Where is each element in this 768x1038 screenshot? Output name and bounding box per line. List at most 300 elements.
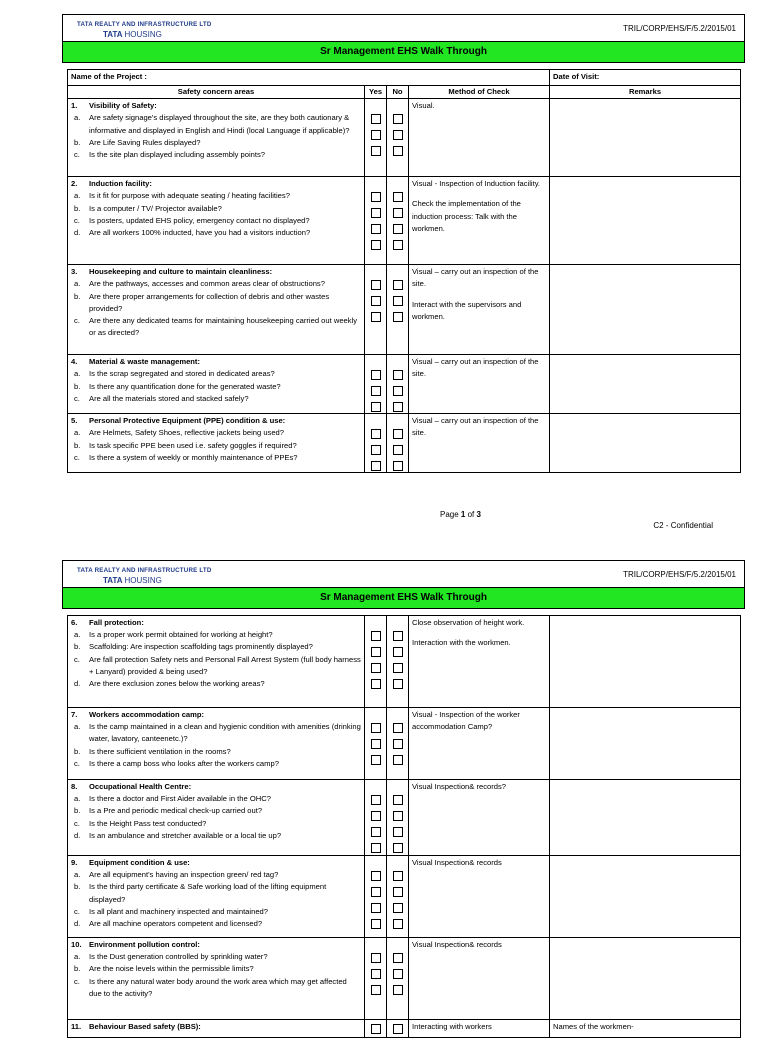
question-letter: b. — [74, 746, 81, 756]
question-text: Are there any dedicated teams for maintaining housekeeping carried out weekly or as directed? — [89, 316, 358, 338]
section-title: Material & waste management: — [89, 357, 200, 367]
section-heading — [71, 100, 361, 112]
yes-checkbox[interactable] — [371, 402, 381, 412]
method-text: Visual – carry out an inspection of the site. — [412, 357, 539, 379]
yes-checkbox[interactable] — [371, 386, 381, 396]
method-text: Visual. — [412, 101, 435, 111]
no-checkbox[interactable] — [393, 146, 403, 156]
section-row — [68, 99, 741, 177]
col-header-remarks: Remarks — [550, 86, 741, 99]
question-text: Is there sufficient ventilation in the rooms? — [89, 746, 231, 756]
section-row — [68, 1020, 741, 1038]
no-checkbox[interactable] — [393, 985, 403, 995]
question-text: Is the third party certificate & Safe working load of the lifting equipment displayed? — [89, 882, 327, 904]
col-header-areas: Safety concern areas — [68, 86, 365, 99]
question-item — [71, 393, 361, 405]
question-text: Is there a camp boss who looks after the workers camp? — [89, 758, 279, 768]
question-letter: c. — [74, 393, 80, 403]
question-letter: b. — [74, 137, 81, 147]
question-item — [71, 315, 361, 339]
yes-checkbox[interactable] — [371, 723, 381, 733]
checkbox-column-yes — [365, 355, 387, 414]
no-checkbox[interactable] — [393, 1024, 403, 1034]
question-item — [71, 440, 361, 452]
yes-checkbox[interactable] — [371, 1024, 381, 1034]
checkbox-column-yes — [365, 780, 387, 856]
question-list — [71, 190, 361, 239]
section-number: 8. — [71, 782, 78, 791]
checkbox-column-yes — [365, 616, 387, 708]
question-item — [71, 368, 361, 380]
question-list — [71, 869, 361, 930]
yes-checkbox[interactable] — [371, 647, 381, 657]
no-checkbox[interactable] — [393, 402, 403, 412]
section-title: Environment pollution control: — [89, 940, 200, 949]
question-item — [71, 678, 361, 690]
question-text: Are fall protection Safety nets and Personal Fall Arrest System (full body harness + Lanyard) provided & being used? — [89, 654, 361, 676]
question-item — [71, 906, 361, 918]
section-heading — [71, 1021, 361, 1033]
no-checkbox[interactable] — [393, 130, 403, 140]
method-text: Interaction with the workmen. — [412, 638, 511, 648]
document-number: TRIL/CORP/EHS/F/5.2/2015/01 — [623, 24, 736, 33]
question-item — [71, 918, 361, 930]
method-of-check — [409, 708, 550, 780]
section-number: 1. — [71, 101, 78, 111]
question-text: Is there a system of weekly or monthly maintenance of PPEs? — [89, 452, 298, 462]
section-number: 10. — [71, 940, 82, 949]
yes-checkbox[interactable] — [371, 146, 381, 156]
checkbox-column-yes — [365, 938, 387, 1020]
section-title: Behaviour Based safety (BBS): — [89, 1022, 201, 1031]
section-row — [68, 265, 741, 355]
question-letter: c. — [74, 316, 80, 326]
question-item — [71, 793, 361, 805]
method-text: Check the implementation of the induction process: Talk with the workmen. — [412, 199, 521, 233]
question-item — [71, 869, 361, 881]
yes-checkbox[interactable] — [371, 985, 381, 995]
yes-checkbox[interactable] — [371, 370, 381, 380]
question-letter: a. — [74, 113, 81, 123]
question-item — [71, 291, 361, 315]
section-heading — [71, 356, 361, 368]
method-of-check — [409, 414, 550, 473]
question-list — [71, 629, 361, 690]
section-number: 9. — [71, 858, 78, 867]
remarks-cell[interactable] — [550, 265, 741, 355]
question-letter: b. — [74, 203, 81, 213]
checkbox-column-yes — [365, 265, 387, 355]
question-letter: a. — [74, 369, 81, 379]
question-item — [71, 227, 361, 239]
yes-checkbox[interactable] — [371, 811, 381, 821]
remarks-cell[interactable] — [550, 616, 741, 708]
yes-checkbox[interactable] — [371, 755, 381, 765]
no-checkbox[interactable] — [393, 296, 403, 306]
section-title: Fall protection: — [89, 618, 144, 627]
question-item — [71, 215, 361, 227]
section-title: Housekeeping and culture to maintain cleanliness: — [89, 267, 273, 277]
remarks-cell[interactable] — [550, 938, 741, 1020]
section-heading — [71, 709, 361, 721]
section-title: Workers accommodation camp: — [89, 710, 205, 719]
question-text: Is there a doctor and First Aider available in the OHC? — [89, 794, 271, 804]
method-text: Interacting with workers — [412, 1022, 492, 1031]
project-name-field[interactable]: Name of the Project : — [68, 70, 550, 86]
question-letter: d. — [74, 830, 81, 840]
section-questions — [68, 1020, 365, 1038]
section-questions — [68, 856, 365, 938]
section-heading — [71, 857, 361, 869]
no-checkbox[interactable] — [393, 461, 403, 471]
company-logo-line1: TATA REALTY AND INFRASTRUCTURE LTD — [77, 21, 212, 28]
question-list — [71, 112, 361, 161]
question-item — [71, 830, 361, 842]
question-letter: c. — [74, 818, 80, 828]
method-text: Visual – carry out an inspection of the site. — [412, 416, 539, 438]
section-questions — [68, 99, 365, 177]
section-heading — [71, 178, 361, 190]
section-row — [68, 616, 741, 708]
yes-checkbox[interactable] — [371, 969, 381, 979]
yes-checkbox[interactable] — [371, 296, 381, 306]
question-letter: b. — [74, 882, 81, 892]
section-number: 11. — [71, 1022, 82, 1031]
yes-checkbox[interactable] — [371, 280, 381, 290]
page-title: Sr Management EHS Walk Through — [62, 41, 745, 63]
question-item — [71, 746, 361, 758]
checkbox-column-no — [387, 708, 409, 780]
yes-checkbox[interactable] — [371, 795, 381, 805]
method-text: Visual - Inspection of Induction facility. — [412, 179, 541, 189]
checkbox-column-yes — [365, 856, 387, 938]
yes-checkbox[interactable] — [371, 208, 381, 218]
method-text: Visual Inspection& records — [412, 940, 502, 949]
checkbox-column-yes — [365, 177, 387, 265]
method-of-check — [409, 177, 550, 265]
question-letter: b. — [74, 381, 81, 391]
no-checkbox[interactable] — [393, 679, 403, 689]
yes-checkbox[interactable] — [371, 679, 381, 689]
date-of-visit-field[interactable]: Date of Visit: — [550, 70, 741, 86]
method-text: Visual Inspection& records — [412, 858, 502, 867]
question-text: Are all the materials stored and stacked safely? — [89, 393, 249, 403]
method-text: Visual Inspection& records? — [412, 782, 506, 791]
question-text: Is the site plan displayed including assembly points? — [89, 150, 266, 160]
no-checkbox[interactable] — [393, 192, 403, 202]
no-checkbox[interactable] — [393, 795, 403, 805]
remarks-cell[interactable] — [550, 355, 741, 414]
question-text: Is all plant and machinery inspected and maintained? — [89, 906, 268, 916]
question-item — [71, 278, 361, 290]
section-number: 3. — [71, 267, 78, 277]
document-header — [62, 14, 745, 41]
page-one — [62, 14, 745, 530]
no-checkbox[interactable] — [393, 445, 403, 455]
no-checkbox[interactable] — [393, 663, 403, 673]
question-text: Scaffolding: Are inspection scaffolding tags prominently displayed? — [89, 642, 313, 652]
checkbox-column-no — [387, 414, 409, 473]
question-text: Are Life Saving Rules displayed? — [89, 137, 201, 147]
question-text: Is a proper work permit obtained for working at height? — [89, 630, 273, 640]
question-text: Are there exclusion zones below the working areas? — [89, 679, 265, 689]
no-checkbox[interactable] — [393, 280, 403, 290]
question-letter: c. — [74, 654, 80, 664]
question-letter: a. — [74, 952, 81, 962]
question-letter: d. — [74, 679, 81, 689]
question-letter: b. — [74, 642, 81, 652]
yes-checkbox[interactable] — [371, 429, 381, 439]
no-checkbox[interactable] — [393, 887, 403, 897]
question-text: Is a Pre and periodic medical check-up carried out? — [89, 806, 263, 816]
company-logo-line2: TATA HOUSING — [103, 576, 162, 585]
method-of-check — [409, 616, 550, 708]
question-text: Is the camp maintained in a clean and hygienic condition with amenities (drinking water, lavatory, canteenetc.)? — [89, 722, 361, 744]
checkbox-column-no — [387, 856, 409, 938]
question-text: Is there any quantification done for the generated waste? — [89, 381, 281, 391]
no-checkbox[interactable] — [393, 903, 403, 913]
question-letter: a. — [74, 428, 81, 438]
no-checkbox[interactable] — [393, 755, 403, 765]
section-title: Personal Protective Equipment (PPE) condition & use: — [89, 416, 286, 426]
yes-checkbox[interactable] — [371, 827, 381, 837]
question-item — [71, 629, 361, 641]
no-checkbox[interactable] — [393, 871, 403, 881]
question-item — [71, 805, 361, 817]
question-letter: c. — [74, 452, 80, 462]
remarks-cell[interactable] — [550, 856, 741, 938]
question-letter: a. — [74, 870, 81, 880]
yes-checkbox[interactable] — [371, 843, 381, 853]
yes-checkbox[interactable] — [371, 224, 381, 234]
question-text: Is the Height Pass test conducted? — [89, 818, 207, 828]
question-text: Is an ambulance and stretcher available or a local tie up? — [89, 830, 282, 840]
question-letter: d. — [74, 228, 81, 238]
question-item — [71, 721, 361, 745]
remarks-cell[interactable] — [550, 177, 741, 265]
no-checkbox[interactable] — [393, 370, 403, 380]
method-text: Interact with the supervisors and workmen. — [412, 299, 522, 321]
checkbox-column-no — [387, 99, 409, 177]
no-checkbox[interactable] — [393, 969, 403, 979]
section-questions — [68, 177, 365, 265]
section-row — [68, 177, 741, 265]
method-text: Close observation of height work. — [412, 618, 525, 627]
section-number: 2. — [71, 179, 78, 189]
method-text: Visual – carry out an inspection of the site. — [412, 267, 539, 289]
question-text: Are all workers 100% inducted, have you had a visitors induction? — [89, 228, 311, 238]
question-text: Are the noise levels within the permissible limits? — [89, 964, 254, 974]
yes-checkbox[interactable] — [371, 903, 381, 913]
question-item — [71, 112, 361, 136]
yes-checkbox[interactable] — [371, 663, 381, 673]
remarks-cell[interactable] — [550, 708, 741, 780]
company-logo-line2: TATA HOUSING — [103, 30, 162, 39]
method-of-check — [409, 938, 550, 1020]
question-list — [71, 721, 361, 770]
yes-checkbox[interactable] — [371, 130, 381, 140]
checkbox-column-no — [387, 177, 409, 265]
section-heading — [71, 266, 361, 278]
method-of-check — [409, 99, 550, 177]
question-letter: b. — [74, 806, 81, 816]
yes-checkbox[interactable] — [371, 953, 381, 963]
question-item — [71, 203, 361, 215]
question-letter: c. — [74, 758, 80, 768]
no-checkbox[interactable] — [393, 723, 403, 733]
section-heading — [71, 939, 361, 951]
section-row — [68, 780, 741, 856]
no-checkbox[interactable] — [393, 312, 403, 322]
question-letter: a. — [74, 279, 81, 289]
yes-checkbox[interactable] — [371, 871, 381, 881]
document-number: TRIL/CORP/EHS/F/5.2/2015/01 — [623, 570, 736, 579]
question-letter: c. — [74, 906, 80, 916]
question-item — [71, 381, 361, 393]
section-row — [68, 938, 741, 1020]
yes-checkbox[interactable] — [371, 312, 381, 322]
checkbox-column-no — [387, 938, 409, 1020]
question-letter: c. — [74, 976, 80, 986]
checkbox-column-no — [387, 1020, 409, 1038]
section-row — [68, 856, 741, 938]
question-text: Are all machine operators competent and licensed? — [89, 919, 263, 929]
section-number: 4. — [71, 357, 78, 367]
confidential-label: C2 - Confidential — [653, 521, 713, 530]
no-checkbox[interactable] — [393, 919, 403, 929]
question-item — [71, 976, 361, 1000]
question-text: Are there proper arrangements for collection of debris and other wastes provided? — [89, 291, 330, 313]
question-item — [71, 758, 361, 770]
section-title: Induction facility: — [89, 179, 152, 189]
question-letter: a. — [74, 794, 81, 804]
question-text: Is posters, updated EHS policy, emergency contact no displayed? — [89, 215, 310, 225]
section-heading — [71, 415, 361, 427]
checklist-table — [67, 615, 741, 1038]
section-questions — [68, 708, 365, 780]
yes-checkbox[interactable] — [371, 919, 381, 929]
question-letter: c. — [74, 150, 80, 160]
section-title: Occupational Health Centre: — [89, 782, 192, 791]
col-header-yes: Yes — [365, 86, 387, 99]
section-row — [68, 708, 741, 780]
page-two — [62, 560, 745, 1038]
question-item — [71, 190, 361, 202]
method-of-check — [409, 780, 550, 856]
section-questions — [68, 780, 365, 856]
checkbox-column-no — [387, 780, 409, 856]
no-checkbox[interactable] — [393, 240, 403, 250]
question-letter: b. — [74, 291, 81, 301]
question-text: Are Helmets, Safety Shoes, reflective jackets being used? — [89, 428, 285, 438]
yes-checkbox[interactable] — [371, 240, 381, 250]
section-row — [68, 414, 741, 473]
yes-checkbox[interactable] — [371, 192, 381, 202]
document-header — [62, 560, 745, 587]
question-letter: d. — [74, 919, 81, 929]
question-text: Are safety signage's displayed throughout the site, are they both cautionary & informative and displayed in English and Hindi (local Language if applicable)? — [89, 113, 350, 135]
checkbox-column-no — [387, 265, 409, 355]
no-checkbox[interactable] — [393, 224, 403, 234]
yes-checkbox[interactable] — [371, 114, 381, 124]
section-questions — [68, 938, 365, 1020]
question-letter: a. — [74, 191, 81, 201]
col-header-no: No — [387, 86, 409, 99]
no-checkbox[interactable] — [393, 953, 403, 963]
remarks-cell[interactable] — [550, 414, 741, 473]
section-heading — [71, 617, 361, 629]
question-letter: c. — [74, 215, 80, 225]
no-checkbox[interactable] — [393, 811, 403, 821]
no-checkbox[interactable] — [393, 739, 403, 749]
checklist-table — [67, 69, 741, 473]
checkbox-column-no — [387, 616, 409, 708]
method-text: Visual - Inspection of the worker accommodation Camp? — [412, 710, 520, 732]
no-checkbox[interactable] — [393, 114, 403, 124]
section-number: 6. — [71, 618, 78, 627]
yes-checkbox[interactable] — [371, 631, 381, 641]
question-item — [71, 641, 361, 653]
no-checkbox[interactable] — [393, 631, 403, 641]
no-checkbox[interactable] — [393, 386, 403, 396]
checkbox-column-yes — [365, 414, 387, 473]
yes-checkbox[interactable] — [371, 445, 381, 455]
question-list — [71, 793, 361, 842]
question-item — [71, 881, 361, 905]
section-number: 7. — [71, 710, 78, 719]
question-text: Is the Dust generation controlled by sprinkling water? — [89, 952, 268, 962]
company-logo-line1: TATA REALTY AND INFRASTRUCTURE LTD — [77, 567, 212, 574]
method-of-check — [409, 265, 550, 355]
question-letter: b. — [74, 440, 81, 450]
section-questions — [68, 355, 365, 414]
question-letter: a. — [74, 722, 81, 732]
checkbox-column-yes — [365, 1020, 387, 1038]
checkbox-column-no — [387, 355, 409, 414]
question-item — [71, 654, 361, 678]
method-of-check — [409, 355, 550, 414]
yes-checkbox[interactable] — [371, 739, 381, 749]
yes-checkbox[interactable] — [371, 461, 381, 471]
question-item — [71, 427, 361, 439]
question-item — [71, 963, 361, 975]
no-checkbox[interactable] — [393, 647, 403, 657]
question-text: Is it fit for purpose with adequate seating / heating facilities? — [89, 191, 290, 201]
section-questions — [68, 414, 365, 473]
yes-checkbox[interactable] — [371, 887, 381, 897]
section-row — [68, 355, 741, 414]
no-checkbox[interactable] — [393, 827, 403, 837]
remarks-cell[interactable] — [550, 99, 741, 177]
no-checkbox[interactable] — [393, 429, 403, 439]
remarks-cell[interactable]: Names of the workmen- — [550, 1020, 741, 1038]
remarks-cell[interactable] — [550, 780, 741, 856]
no-checkbox[interactable] — [393, 208, 403, 218]
question-text: Is task specific PPE been used i.e. safety goggles if required? — [89, 440, 297, 450]
question-letter: b. — [74, 964, 81, 974]
no-checkbox[interactable] — [393, 843, 403, 853]
question-list — [71, 427, 361, 464]
question-item — [71, 951, 361, 963]
page-title: Sr Management EHS Walk Through — [62, 587, 745, 609]
checkbox-column-yes — [365, 99, 387, 177]
question-text: Are the pathways, accesses and common areas clear of obstructions? — [89, 279, 325, 289]
question-text: Are all equipment's having an inspection green/ red tag? — [89, 870, 279, 880]
method-of-check — [409, 1020, 550, 1038]
col-header-method: Method of Check — [409, 86, 550, 99]
section-number: 5. — [71, 416, 78, 426]
question-text: Is a computer / TV/ Projector available? — [89, 203, 222, 213]
